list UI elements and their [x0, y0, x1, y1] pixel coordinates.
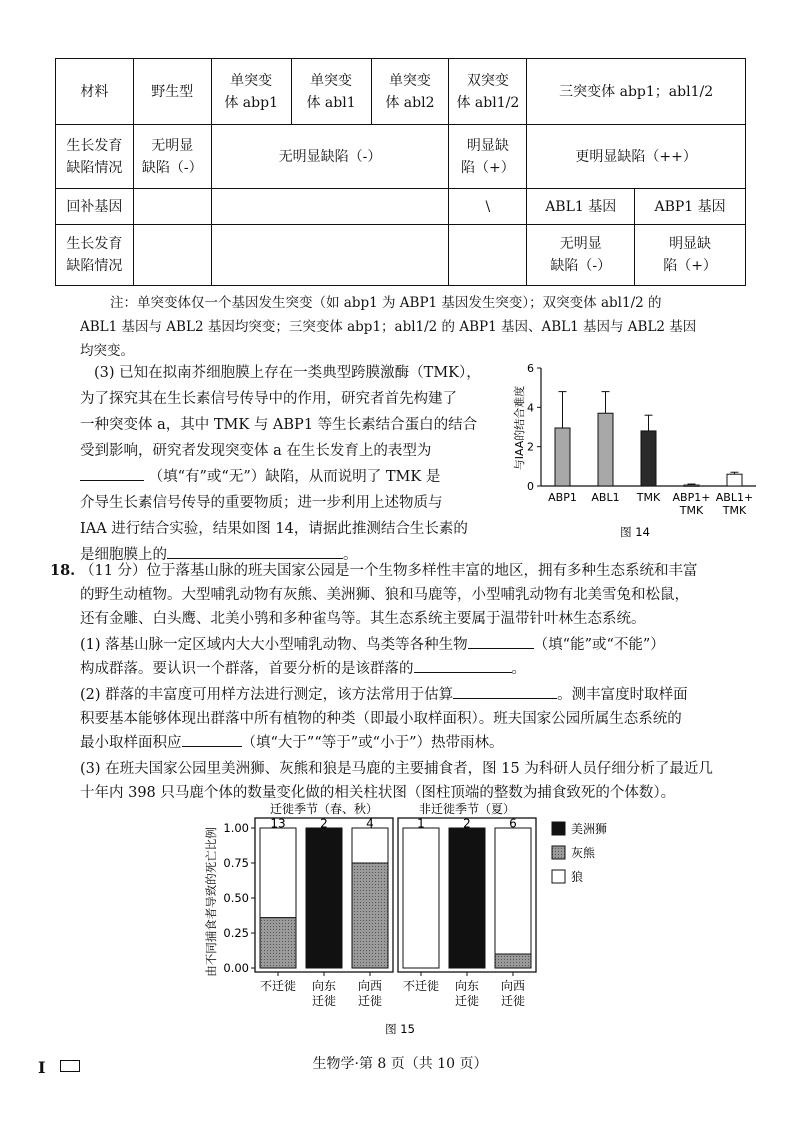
- bar: [684, 485, 699, 486]
- q18-line: [80, 634, 665, 656]
- chart-xlabels: [548, 491, 753, 517]
- table-note-line: 均突变。: [80, 343, 134, 359]
- table-row: [56, 125, 746, 189]
- table-cell: [371, 59, 449, 125]
- y-tick-label: 0: [527, 480, 534, 493]
- q18-text: （填“大于”“等于”或“小于”）热带雨林。: [241, 735, 504, 751]
- q18-line: [80, 732, 503, 754]
- stack-segment: [352, 828, 388, 863]
- table-note-line: ABL1 基因与 ABL2 基因均突变；三突变体 abp1；abl1/2 的 ABP1 基因、ABL1 基因与 ABL2 基因: [80, 319, 697, 335]
- question-number: 18.: [50, 562, 76, 579]
- page-footer: 生物学·第 8 页（共 10 页）: [312, 1056, 488, 1072]
- count-label: 2: [463, 816, 471, 831]
- cell-line: 明显缺: [466, 137, 509, 154]
- figure-14-chart: [505, 360, 765, 550]
- cell-line: 缺陷情况: [66, 159, 123, 176]
- count-label: 13: [270, 816, 286, 831]
- cell-line: 缺陷（-）: [550, 258, 612, 274]
- stack-segment: [306, 828, 342, 968]
- legend-label: 灰熊: [571, 846, 596, 860]
- cell-line: 体 abl1/2: [456, 94, 520, 111]
- legend-swatch: [552, 822, 565, 835]
- count-label: 1: [417, 816, 425, 831]
- answer-blank[interactable]: [80, 466, 144, 481]
- table-row: [56, 59, 746, 125]
- answer-blank[interactable]: [453, 684, 557, 699]
- cell-line: 陷（+）: [460, 159, 515, 176]
- y-tick-label: 0.75: [223, 856, 249, 870]
- panel-title: 非迁徙季节（夏）: [418, 802, 516, 816]
- q3-text: 是细胞膜上的: [80, 547, 167, 563]
- count-label: 6: [509, 816, 517, 831]
- table-cell: ABP1 基因: [635, 189, 746, 225]
- legend-swatch: [552, 870, 565, 883]
- q3-line: (3) 已知在拟南芥细胞膜上存在一类典型跨膜激酶（TMK），: [94, 365, 481, 381]
- y-tick-label: 0.25: [223, 926, 249, 940]
- q3-line: 为了探究其在生长素信号传导中的作用，研究者首先构建了: [80, 391, 457, 407]
- table-cell: ABL1 基因: [527, 189, 635, 225]
- figure-15-chart: [195, 800, 655, 1040]
- table-cell: [449, 125, 527, 189]
- answer-blank[interactable]: [182, 732, 242, 747]
- x-tick-label: ABP1+: [672, 491, 711, 504]
- table-cell: 回补基因: [56, 189, 134, 225]
- table-cell: 无明显缺陷（-）: [211, 125, 449, 189]
- bar: [641, 431, 656, 486]
- cell-line: 双突变: [466, 72, 509, 89]
- q3-line: IAA 进行结合实验，结果如图 14，请据此推测结合生长素的: [80, 521, 468, 537]
- table-cell: [133, 125, 211, 189]
- x-tick-label: 向西: [500, 979, 526, 993]
- q18-text: (1) 落基山脉一定区域内大大小型哺乳动物、鸟类等各种生物: [80, 637, 468, 653]
- x-tick-label: 不迁徙: [259, 979, 297, 993]
- x-tick-label: 向东: [311, 979, 337, 993]
- table-cell: [291, 59, 371, 125]
- table-cell: [133, 189, 211, 225]
- table-cell: [527, 225, 635, 286]
- q3-text: （填“有”或“无”）缺陷，从而说明了 TMK 是: [148, 469, 441, 485]
- table-cell: [211, 59, 291, 125]
- y-tick-label: 2: [527, 440, 534, 454]
- stack-segment: [403, 828, 439, 968]
- q18-text: 最小取样面积应: [80, 735, 182, 751]
- q18-text: (2) 群落的丰富度可用样方法进行测定，该方法常用于估算: [80, 687, 454, 703]
- q18-line: [80, 684, 688, 706]
- x-tick-label: ABL1: [591, 491, 620, 504]
- chart-title: 图 15: [385, 1022, 415, 1036]
- cell-line: 单突变: [310, 72, 353, 89]
- x-tick-label: 向东: [454, 979, 480, 993]
- mutant-table: [55, 58, 746, 286]
- bar: [727, 474, 742, 486]
- x-tick-label: 迁徙: [500, 994, 526, 1008]
- stack-segment: [260, 828, 296, 918]
- panel-title: 迁徙季节（春、秋）: [269, 802, 379, 816]
- chart-panels: [223, 801, 536, 1008]
- x-tick-label: 迁徙: [454, 994, 480, 1008]
- table-cell: 野生型: [133, 59, 211, 125]
- q18-text: （填“能”或“不能”）: [533, 637, 665, 653]
- q18-text: 构成群落。要认识一个群落，首要分析的是该群落的: [80, 661, 414, 677]
- y-tick-label: 0.00: [223, 961, 249, 975]
- bar: [598, 413, 613, 486]
- table-cell: [133, 225, 211, 286]
- count-label: 4: [366, 816, 374, 831]
- table-note-line: 注：单突变体仅一个基因发生突变（如 abp1 为 ABP1 基因发生突变）；双突变体 abl1/2 的: [110, 295, 662, 311]
- table-row: [56, 225, 746, 286]
- x-tick-label: 迁徙: [311, 994, 337, 1008]
- cell-line: 单突变: [230, 72, 273, 89]
- chart-legend: [552, 821, 607, 884]
- cell-line: 生长发育: [66, 236, 123, 252]
- q18-line: （11 分）位于落基山脉的班夫国家公园是一个生物多样性丰富的地区，拥有多种生态系统和丰富: [80, 563, 698, 579]
- stack-segment: [495, 954, 531, 968]
- table-cell: [56, 225, 134, 286]
- x-tick-label: TMK: [636, 491, 661, 504]
- q3-line: [80, 466, 440, 488]
- y-tick-label: 6: [527, 362, 534, 375]
- count-label: 2: [320, 816, 328, 831]
- x-tick-label: ABL1+: [715, 491, 754, 504]
- x-tick-label: TMK: [722, 504, 747, 517]
- q18-line: 十年内 398 只马鹿个体的数量变化做的相关柱状图（图柱顶端的整数为捕食致死的个体数）。: [80, 785, 676, 801]
- cell-line: 缺陷（-）: [141, 159, 203, 176]
- table-cell: 材料: [56, 59, 134, 125]
- cell-line: 体 abl2: [385, 94, 435, 111]
- cell-line: 生长发育: [66, 137, 123, 154]
- stack-segment: [260, 918, 296, 968]
- x-tick-label: 迁徙: [357, 994, 383, 1008]
- q18-line: 的野生动植物。大型哺乳动物有灰熊、美洲狮、狼和马鹿等，小型哺乳动物有北美雪兔和松鼠，: [80, 587, 689, 603]
- answer-blank[interactable]: [167, 544, 343, 559]
- legend-label: 美洲狮: [571, 822, 608, 836]
- table-cell: [449, 225, 527, 286]
- q18-text: 。测丰富度时取样面: [557, 687, 688, 703]
- table-cell: 三突变体 abp1；abl1/2: [527, 59, 746, 125]
- chart-title: 图 14: [620, 525, 650, 539]
- legend-swatch: [552, 846, 565, 859]
- q18-line: [80, 658, 526, 680]
- x-tick-label: TMK: [679, 504, 704, 517]
- stack-segment: [449, 828, 485, 968]
- q3-text: 。: [343, 547, 358, 563]
- table-cell: \: [449, 189, 527, 225]
- margin-mark: I: [38, 1058, 46, 1077]
- stack-segment: [495, 828, 531, 954]
- table-cell: [211, 189, 449, 225]
- table-cell: [635, 225, 746, 286]
- q18-line: (3) 在班夫国家公园里美洲狮、灰熊和狼是马鹿的主要捕食者，图 15 为科研人员仔细分析了最近几: [80, 761, 713, 777]
- y-tick-label: 1.00: [223, 821, 249, 835]
- q18-text: 。: [511, 661, 526, 677]
- answer-blank[interactable]: [414, 658, 512, 673]
- q3-line: 一种突变体 a，其中 TMK 与 ABP1 等生长素结合蛋白的结合: [80, 417, 478, 433]
- q3-line: 介导生长素信号传导的重要物质；进一步利用上述物质与: [80, 495, 443, 511]
- cell-line: 无明显: [559, 236, 602, 252]
- chart-ylabel: 由不同捕食者导致的死亡比例: [204, 827, 218, 977]
- cell-line: 无明显: [151, 137, 194, 154]
- q18-line: 还有金雕、白头鹰、北美小鸮和多种雀鸟等。其生态系统主要属于温带针叶林生态系统。: [80, 611, 646, 627]
- table-row: [56, 189, 746, 225]
- table-cell: [56, 125, 134, 189]
- x-tick-label: 向西: [357, 979, 383, 993]
- cell-line: 体 abl1: [306, 94, 356, 111]
- answer-blank[interactable]: [468, 634, 534, 649]
- cell-line: 明显缺: [669, 236, 712, 252]
- cell-line: 单突变: [388, 72, 431, 89]
- chart-ylabel: 与IAA的结合难度: [513, 385, 526, 471]
- cell-line: 缺陷情况: [66, 258, 123, 274]
- x-tick-label: ABP1: [548, 491, 577, 504]
- stack-segment: [352, 863, 388, 968]
- y-tick-label: 4: [527, 401, 534, 415]
- q3-line: 受到影响，研究者发现突变体 a 在生长发育上的表型为: [80, 443, 432, 459]
- q18-line: 积要基本能够体现出群落中所有植物的种类（即最小取样面积）。班夫国家公园所属生态系统的: [80, 711, 682, 727]
- chart-bars: [555, 392, 742, 487]
- y-tick-label: 0.50: [223, 891, 249, 905]
- table-cell: [449, 59, 527, 125]
- table-cell: [211, 225, 449, 286]
- cell-line: 陷（+）: [663, 258, 717, 274]
- legend-label: 狼: [571, 870, 584, 884]
- table-cell: 更明显缺陷（++）: [527, 125, 746, 189]
- cell-line: 体 abp1: [224, 94, 278, 111]
- bar: [555, 428, 570, 486]
- x-tick-label: 不迁徙: [402, 979, 440, 993]
